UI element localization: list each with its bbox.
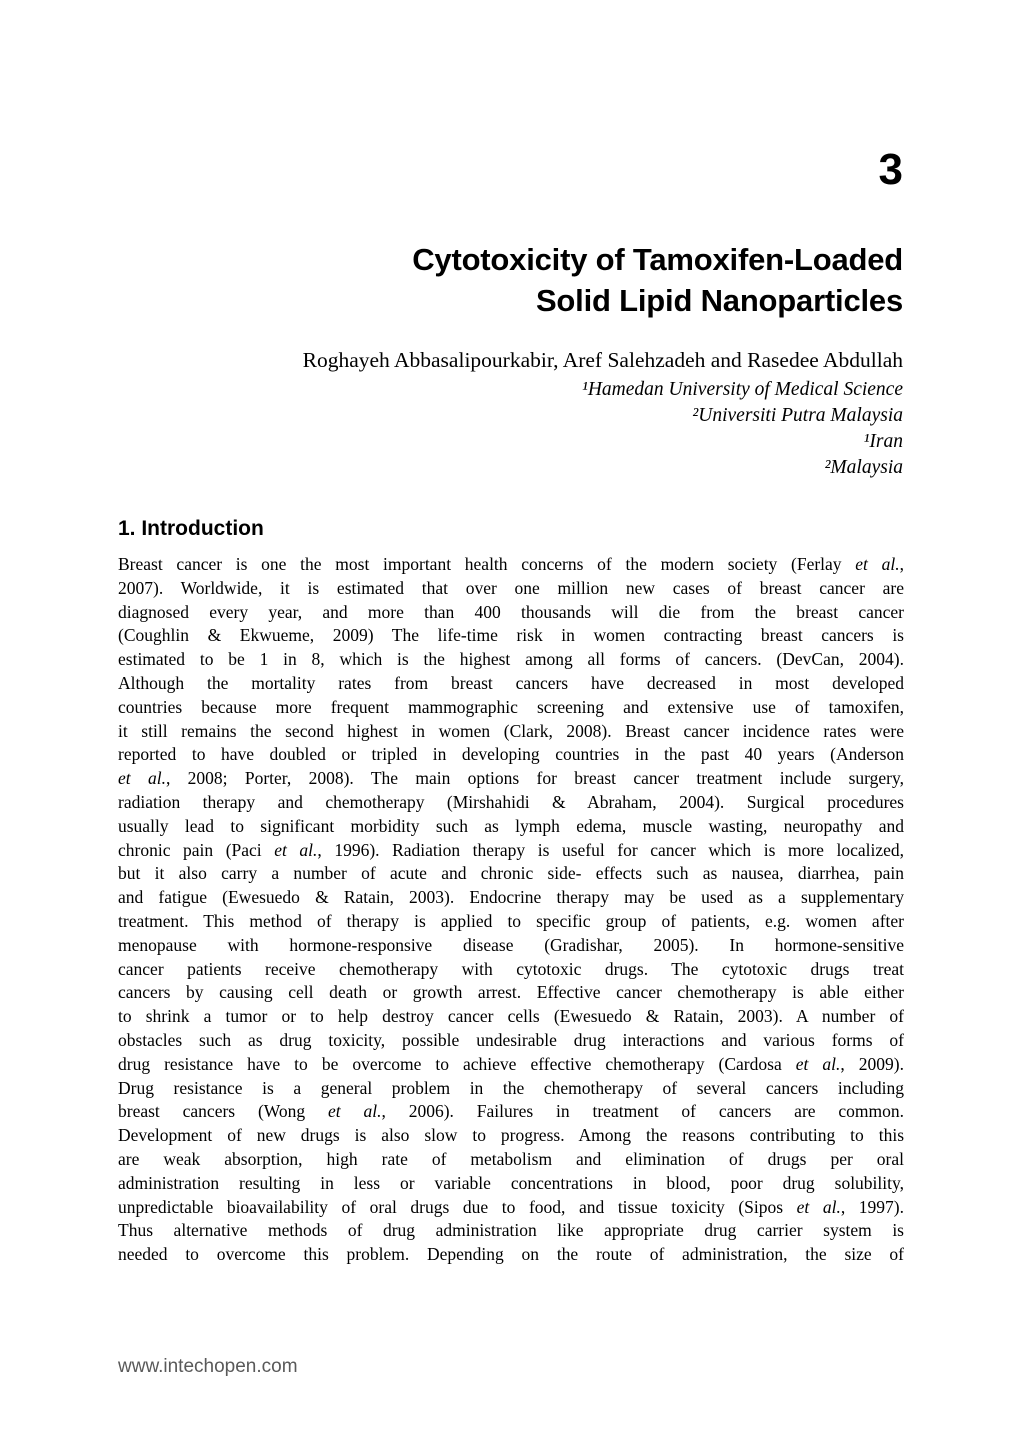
section-heading-introduction: 1. Introduction <box>118 517 264 540</box>
paragraph-line: 2007). Worldwide, it is estimated that over one million new cases of breast cancer are <box>118 577 904 598</box>
paragraph-line: cancers by causing cell death or growth arrest. Effective cancer chemotherapy is able either <box>118 982 904 1003</box>
paragraph-line: estimated to be 1 in 8, which is the highest among all forms of cancers. (DevCan, 2004). <box>118 649 904 670</box>
paragraph-line: it still remains the second highest in women (Clark, 2008). Breast cancer incidence rates were <box>118 720 904 741</box>
footer-link[interactable]: www.intechopen.com <box>118 1356 298 1377</box>
affiliation-line-3: ¹Iran <box>863 431 903 452</box>
paragraph-line: usually lead to significant morbidity such as lymph edema, muscle wasting, neuropathy and <box>118 815 904 836</box>
title-line-2: Solid Lipid Nanoparticles <box>535 283 903 318</box>
paragraph-line: unpredictable bioavailability of oral drugs due to food, and tissue toxicity (Sipos et al., 1997). <box>118 1196 904 1217</box>
affiliation-line-2: ²Universiti Putra Malaysia <box>692 405 903 426</box>
paragraph-line: are weak absorption, high rate of metabolism and elimination of drugs per oral <box>118 1148 904 1169</box>
paragraph-line: cancer patients receive chemotherapy with cytotoxic drugs. The cytotoxic drugs treat <box>118 958 904 979</box>
paragraph-line: to shrink a tumor or to help destroy cancer cells (Ewesuedo & Ratain, 2003). A number of <box>118 1006 904 1027</box>
paragraph-line: Breast cancer is one the most important health concerns of the modern society (Ferlay et al., <box>118 554 904 574</box>
paragraph-line: Although the mortality rates from breast cancers have decreased in most developed <box>118 672 904 693</box>
paragraph-line: administration resulting in less or variable concentrations in blood, poor drug solubility, <box>118 1172 904 1193</box>
byline-block <box>118 347 903 481</box>
paragraph-line: drug resistance have to be overcome to achieve effective chemotherapy (Cardosa et al., 2009). <box>118 1053 904 1074</box>
affiliation-line-1: ¹Hamedan University of Medical Science <box>582 379 903 400</box>
paragraph-line: breast cancers (Wong et al., 2006). Failures in treatment of cancers are common. <box>118 1101 904 1122</box>
paragraph-line: reported to have doubled or tripled in developing countries in the past 40 years (Anderson <box>118 744 904 765</box>
paragraph-line: but it also carry a number of acute and chronic side- effects such as nausea, diarrhea, pain <box>118 863 904 884</box>
authors-line: Roghayeh Abbasalipourkabir, Aref Salehzadeh and Rasedee Abdullah <box>302 348 903 372</box>
paragraph-line: diagnosed every year, and more than 400 thousands will die from the breast cancer <box>118 601 904 622</box>
paragraph-line: et al., 2008; Porter, 2008). The main options for breast cancer treatment include surgery, <box>118 768 904 789</box>
paragraph-line: menopause with hormone-responsive disease (Gradishar, 2005). In hormone-sensitive <box>118 934 904 955</box>
paragraph-line: Drug resistance is a general problem in the chemotherapy of several cancers including <box>118 1077 904 1098</box>
paragraph-line: needed to overcome this problem. Depending on the route of administration, the size of <box>118 1244 904 1265</box>
paragraph-line: (Coughlin & Ekwueme, 2009) The life-time risk in women contracting breast cancers is <box>118 625 904 646</box>
paragraph-line: Development of new drugs is also slow to progress. Among the reasons contributing to this <box>118 1125 904 1146</box>
paragraph-line: radiation therapy and chemotherapy (Mirshahidi & Abraham, 2004). Surgical procedures <box>118 791 904 812</box>
page-title <box>118 239 903 321</box>
paragraph-line: countries because more frequent mammographic screening and extensive use of tamoxifen, <box>118 696 904 717</box>
affiliation-line-4: ²Malaysia <box>824 457 903 478</box>
paragraph-line: and fatigue (Ewesuedo & Ratain, 2003). Endocrine therapy may be used as a supplementary <box>118 887 904 908</box>
paragraph-line: chronic pain (Paci et al., 1996). Radiation therapy is useful for cancer which is more localized, <box>118 839 904 860</box>
intro-paragraph <box>118 553 904 1267</box>
paragraph-line: treatment. This method of therapy is applied to specific group of patients, e.g. women after <box>118 910 904 931</box>
paragraph-line: Thus alternative methods of drug administration like appropriate drug carrier system is <box>118 1220 904 1241</box>
title-line-1: Cytotoxicity of Tamoxifen-Loaded <box>412 242 903 277</box>
chapter-number: 3 <box>878 145 903 194</box>
paragraph-line: obstacles such as drug toxicity, possible undesirable drug interactions and various forms of <box>118 1029 904 1050</box>
